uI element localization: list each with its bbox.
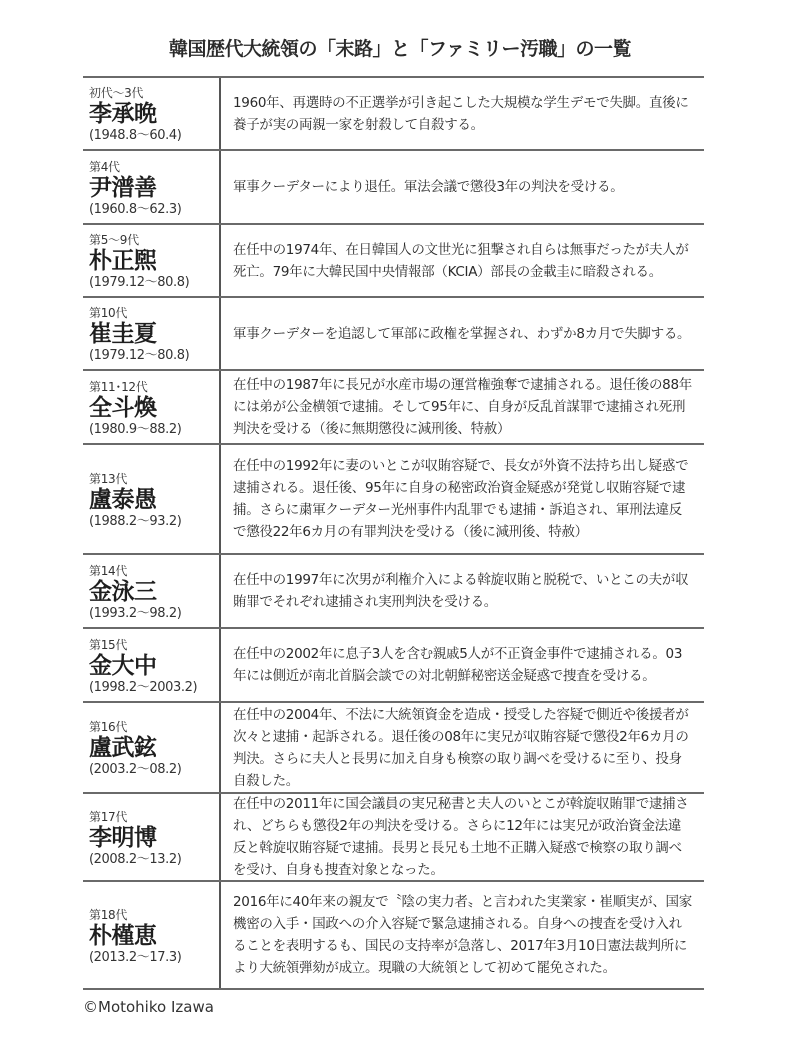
- president-name: 金泳三: [89, 578, 157, 605]
- generation-label: 第11･12代: [89, 379, 148, 394]
- term-period: (2008.2〜13.2): [89, 851, 182, 867]
- president-name: 盧武鉉: [89, 735, 157, 761]
- description-text: 2016年に40年来の親友で〝陰の実力者〟と言われた実業家・崔順実が、国家機密の入手・国政への介入容疑で緊急逮捕される。自身への捜査を受け入れることを表明するも、国民の支持率が急落し、2017年3月10日憲法裁判所により大統領弾劾が成立。現職の大統領として初めて罷免された。: [233, 894, 692, 976]
- generation-label: 第14代: [89, 563, 128, 578]
- presidents-table: [83, 76, 704, 990]
- term-period: (1960.8〜62.3): [89, 201, 182, 217]
- president-cell: [83, 794, 221, 880]
- term-period: (1998.2〜2003.2): [89, 679, 198, 695]
- president-cell: [83, 298, 221, 369]
- description-cell: [221, 298, 704, 369]
- generation-label: 第18代: [89, 907, 128, 922]
- table-row: [83, 555, 704, 629]
- generation-label: 第16代: [89, 720, 128, 734]
- description-text: 在任中の2011年に国会議員の実兄秘書と夫人のいとこが斡旋収賄罪で逮捕され、どちらも懲役2年の判決を受ける。さらに12年には実兄が政治資金法違反と斡旋収賄容疑で逮捕。長男と長兄も土地不正購入疑惑で検察の取り調べを受け、自身も捜査対象となった。: [233, 796, 689, 878]
- president-cell: [83, 882, 221, 988]
- description-cell: [221, 151, 704, 223]
- description-cell: [221, 371, 704, 443]
- generation-label: 第4代: [89, 159, 120, 174]
- description-text: 在任中の1974年、在日韓国人の文世光に狙撃され自らは無事だったが夫人が死亡。79年に大韓民国中央情報部（KCIA）部長の金載圭に暗殺される。: [233, 241, 689, 280]
- table-row: [83, 794, 704, 882]
- description-cell: [221, 555, 704, 627]
- description-cell: [221, 445, 704, 553]
- table-row: [83, 629, 704, 703]
- generation-label: 第10代: [89, 306, 128, 320]
- president-cell: [83, 703, 221, 792]
- president-cell: [83, 78, 221, 149]
- term-period: (1988.2〜93.2): [89, 513, 182, 529]
- president-cell: [83, 555, 221, 627]
- generation-label: 第13代: [89, 471, 128, 486]
- president-name: 盧泰愚: [89, 486, 157, 513]
- president-name: 全斗煥: [89, 394, 157, 421]
- generation-label: 第15代: [89, 637, 128, 652]
- table-row: [83, 298, 704, 371]
- table-row: [83, 703, 704, 794]
- president-name: 朴槿恵: [89, 922, 157, 949]
- description-text: 軍事クーデターを追認して軍部に政権を掌握され、わずか8カ月で失脚する。: [233, 325, 691, 342]
- description-text: 軍事クーデターにより退任。軍法会議で懲役3年の判決を受ける。: [233, 179, 624, 195]
- description-cell: [221, 794, 704, 880]
- generation-label: 第17代: [89, 809, 128, 824]
- president-name: 金大中: [89, 652, 157, 679]
- president-cell: [83, 225, 221, 296]
- description-cell: [221, 225, 704, 296]
- president-name: 尹潽善: [89, 174, 157, 201]
- president-cell: [83, 371, 221, 443]
- generation-label: 初代〜3代: [89, 86, 144, 100]
- president-name: 崔圭夏: [89, 321, 157, 347]
- president-name: 朴正煕: [89, 248, 157, 274]
- description-text: 1960年、再選時の不正選挙が引き起こした大規模な学生デモで失脚。直後に養子が実の両親一家を射殺して自殺する。: [233, 94, 689, 133]
- description-text: 在任中の1992年に妻のいとこが収賄容疑で、長女が外資不法持ち出し疑惑で逮捕される。退任後、95年に自身の秘密政治資金疑惑が発覚し収賄容疑で逮捕。さらに粛軍クーデター光州事件内乱罪でも逮捕・訴追され、軍刑法違反で懲役22年6カ月の有罪判決を受ける（後に減刑後、特赦）: [233, 458, 689, 540]
- president-cell: [83, 629, 221, 701]
- table-row: [83, 882, 704, 990]
- president-name: 李承晩: [89, 101, 157, 127]
- description-cell: [221, 78, 704, 149]
- credit: ©Motohiko Izawa: [83, 998, 214, 1016]
- description-text: 在任中の1987年に長兄が水産市場の運営権強奪で逮捕される。退任後の88年には弟が公金横領で逮捕。そして95年に、自身が反乱首謀罪で逮捕され死刑判決を受ける（後に無期懲役に減刑後、特赦）: [233, 377, 692, 437]
- page-title: 韓国歴代大統領の「末路」と「ファミリー汚職」の一覧: [168, 38, 632, 60]
- president-name: 李明博: [89, 824, 157, 851]
- table-row: [83, 225, 704, 298]
- description-cell: [221, 629, 704, 701]
- term-period: (1979.12〜80.8): [89, 275, 190, 290]
- term-period: (1948.8〜60.4): [89, 128, 182, 143]
- president-cell: [83, 151, 221, 223]
- table-row: [83, 78, 704, 151]
- term-period: (1993.2〜98.2): [89, 605, 182, 621]
- description-text: 在任中の1997年に次男が利権介入による斡旋収賄と脱税で、いとこの夫が収賄罪でそれぞれ逮捕され実刑判決を受ける。: [233, 572, 689, 610]
- term-period: (1980.9〜88.2): [89, 421, 182, 437]
- description-cell: [221, 882, 704, 988]
- table-row: [83, 151, 704, 225]
- term-period: (2003.2〜08.2): [89, 762, 182, 777]
- term-period: (2013.2〜17.3): [89, 949, 182, 965]
- generation-label: 第5〜9代: [89, 233, 139, 247]
- president-cell: [83, 445, 221, 553]
- description-text: 在任中の2004年、不法に大統領資金を造成・授受した容疑で側近や後援者が次々と逮捕・起訴される。退任後の08年に実兄が収賄容疑で懲役2年6カ月の判決。さらに夫人と長男に加え自身も検察の取り調べを受けるに至り、投身自殺した。: [233, 706, 689, 789]
- term-period: (1979.12〜80.8): [89, 348, 190, 363]
- description-text: 在任中の2002年に息子3人を含む親戚5人が不正資金事件で逮捕される。03年には側近が南北首脳会談での対北朝鮮秘密送金疑惑で捜査を受ける。: [233, 646, 683, 684]
- description-cell: [221, 703, 704, 792]
- table-row: [83, 371, 704, 445]
- table-row: [83, 445, 704, 555]
